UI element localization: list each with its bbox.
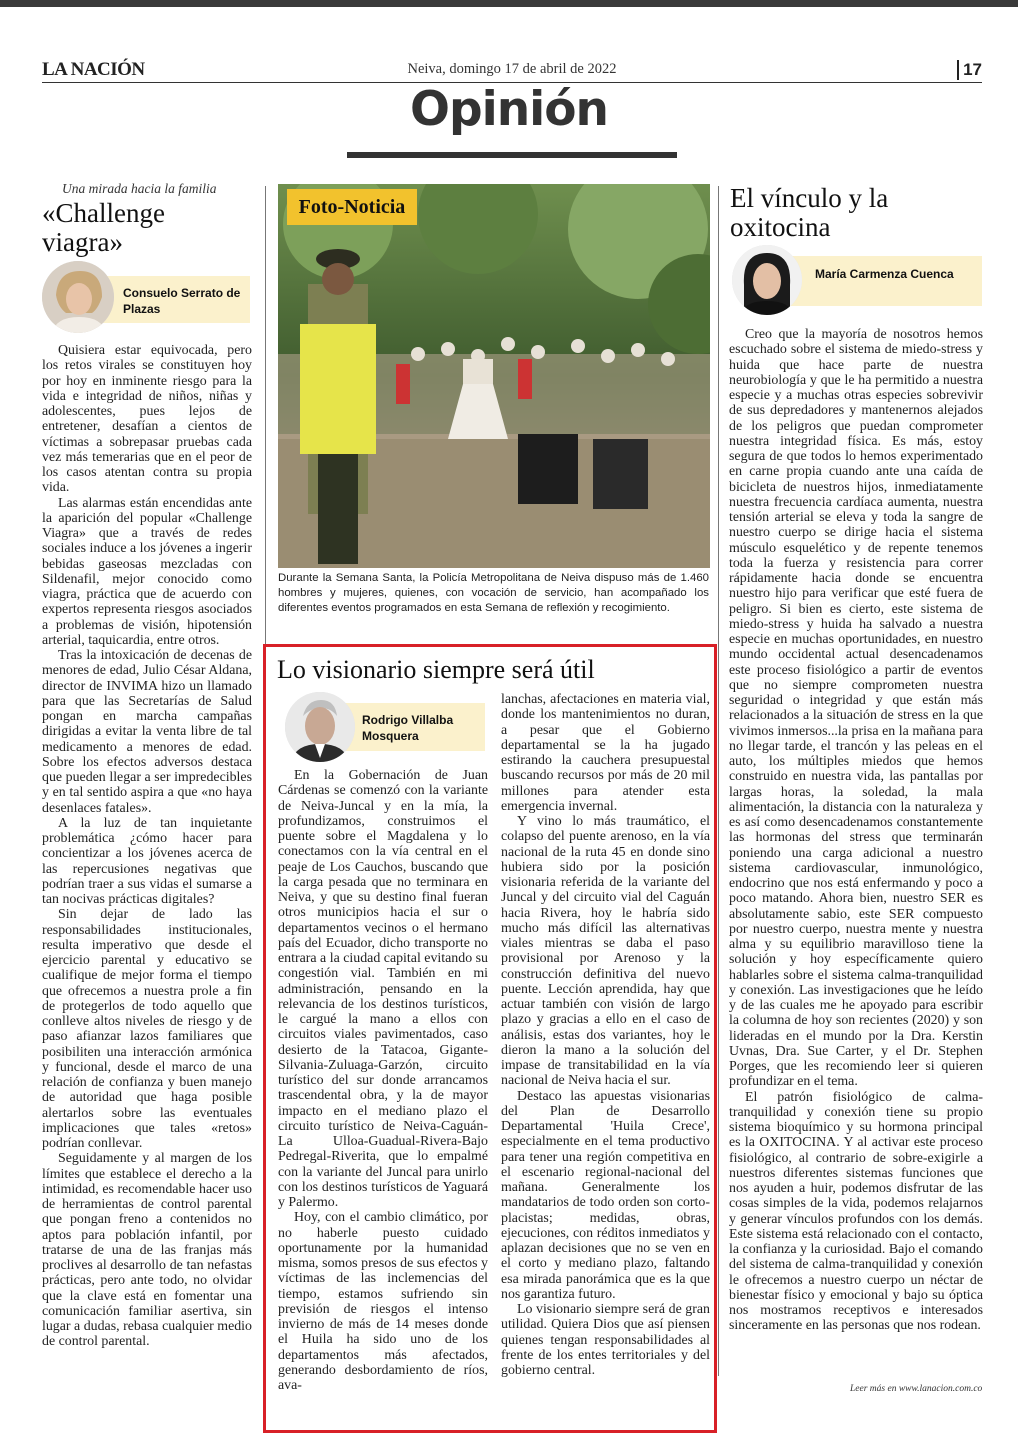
paragraph: Sin dejar de lado las responsabilidades institucionales, resulta imperativo que desde el ejercicio parental y educativo se cualifique de mejor forma el tiempo que ofrecemos a nuestra prole a fin de protegerlos de todo aquello que conlleve altos niveles de riesgo y de paso afianzar lazos familiares que posibiliten una interacción armónica y funcional, desde el marco de una relación de confianza y buen manejo de autoridad que haga posible alertarlos sobre las eventuales implicaciones que tales «retos» podrían conllevar. — [42, 907, 252, 1151]
author-avatar-cuenca — [732, 245, 802, 315]
paragraph: Y vino lo más traumático, el colapso del puente arenoso, en la vía nacional de la ruta 45 en donde sino hubiera sido por la posición visionaria referida de la variante del Juncal y del circuito vial del Caguán hacia Rivera, hoy le habría sido mucho más difícil las alternativas viales mientras se daba el paso provisional por Arenoso y la construcción definitiva del nuevo puente. Lección aprendida, hay que actuar también con visión de largo plazo y gracias a ello en el caso de análisis, estas dos variantes, hoy le dieron la mano a la solución del impase de transitabilidad en la vía nacional de Neiva hacia el sur. — [501, 814, 710, 1089]
paragraph: Seguidamente y al margen de los límites que establece el derecho a la intimidad, es recomendable hacer uso de herramientas de control parental que pongan freno a contenidos no aptos para población infantil, por tratarse de una de las franjas más proclives al desarrollo de tan nefastas prácticas, pero ante todo, no olvidar que la clave está en fomentar una comunicación familiar asertiva, sin lugar a dudas, rebasa cualquier medio de control parental. — [42, 1151, 252, 1350]
paragraph: En la Gobernación de Juan Cárdenas se comenzó con la variante de Neiva-Juncal y en la mía, la profundizamos, construimos el puente sobre el Magdalena y lo conectamos con la vía central en el peaje de Los Cauchos, buscando que la carga pesada que no terminara en Neiva, y que su destino final fueran otros municipios hacia el sur o departamentos vecinos o el hermano país del Ecuador, dicho transporte no entrara a la ciudad capital evitando su congestión vial. También en mi administración, pensando en la relevancia de los destinos turísticos, le cargué la mano a ellos con circuitos viales pavimentados, caso desierto de la Tatacoa, Gigante-Silvania-Zuluaga-Garzón, circuito turístico del sur donde arrancamos trascendental obra, y la de mayor impacto en el mediano plazo el circuito turístico de Neiva-Caguán-La Ulloa-Guadual-Rivera-Bajo Pedregal-Riverita, que lo empalmé con la variante del Juncal para unirlo con los destinos turísticos de Yaguará y Palermo. — [278, 768, 488, 1210]
column-kicker: Una mirada hacia la familia — [62, 181, 217, 196]
paragraph: A la luz de tan inquietante problemática ¿cómo hacer para concientizar a los jóvenes acerca de las repercusiones negativas que podrían traer a sus vidas el sumarse a tan nocivas prácticas digitales? — [42, 815, 252, 907]
author-avatar-serrato — [42, 261, 114, 333]
section-underline — [347, 152, 677, 158]
author-name: Rodrigo Villalba Mosquera — [362, 713, 454, 743]
newspaper-logo[interactable]: LA NACIÓN — [42, 59, 145, 80]
paragraph: Hoy, con el cambio climático, por no haberle puesto cuidado oportunamente por la humanidad misma, somos presos de sus efectos y víctimas de las inclemencias del tiempo, estamos sufriendo sin previsión de riesgos el intenso invierno de más de 14 meses donde el Huila ha sido uno de los departamentos más afectados, generando desbordamiento de ríos, ava- — [278, 1210, 488, 1393]
article-headline-oxitocina: El vínculo y la oxitocina — [730, 183, 889, 242]
paragraph: Tras la intoxicación de decenas de menores de edad, Julio César Aldana, director de INVIMA hizo un llamado para que las Secretarías de Salud pongan en marcha campañas dirigidas a evitar la venta libre de tal medicamento a menores de edad. Sobre los efectos adversos destaca que pueden llegar a ser impredecibles y en tal sentido aspira a que «no haya desenlaces fatales». — [42, 648, 252, 816]
page-number: 17 — [957, 60, 982, 80]
article-body-visionario-left — [278, 768, 488, 1393]
crowd-photo-icon — [278, 184, 710, 568]
author-name: María Carmenza Cuenca — [815, 267, 954, 281]
article-headline-visionario: Lo visionario siempre será útil — [277, 655, 595, 684]
top-bar — [0, 0, 1018, 7]
paragraph: Creo que la mayoría de nosotros hemos escuchado sobre el sistema de miedo-stress y huida que hace parte de nuestra neurobiología y que le ha permitido a nuestra especie y a muchas otras especies sobrevivir de sus depredadores y mantenernos alejados de los peligros que puedan comprometer nuestra integridad física. Es más, estoy segura de que todos lo hemos experimentado en carne propia cuando ante una caída de bicicleta de nuestros hijos, inmediatamente nuestra frecuencia cardíaca aumenta, nuestra tensión arterial se eleva y toda la sangre de nuestro cuerpo se dirige hacia el sistema músculo esquelético y de repente tenemos toda la fuerza y resistencia para correr rápidamente hacia donde se encuentra nuestro hijo para verificar que esté fuera de peligro. Si bien es cierto, este sistema de miedo-stress y huida ha salvado a nuestra especie en muchas oportunidades, en nuestro mundo occidental actual desencadenamos este proceso fisiológico a partir de eventos que no siempre comprometen nuestra seguridad o integridad y que están más relacionados a la situación de stress en la que vivimos inmersos...la prisa en la mañana para no llegar tarde, el trancón y las peleas en el auto, los múltiples miedos que hemos construido en nuestra vida, las pantallas por largas horas, la soledad, la mala alimentación, la distancia con la naturaleza y es así como desencadenamos constantemente las hormonas del stress que terminarán poniendo una carga adicional a nuestro sistema cardiovascular, inmunológico, endocrino que nos está enfermando y poco a poco matando. Ahora bien, nuestro SER es absolutamente sabio, este SER compuesto por nuestro cuerpo, nuestra mente y nuestra alma y su equilibrio maravilloso tiene la solución y hoy específicamente quiero hablarles sobre el sistema calma-tranquilidad y conexión. Las investigaciones que he leído y de las cuales me he apoyado para escribir la columna de hoy son recientes (2020) y son lideradas en el mundo por la Dra. Kerstin Uvnas, Dra. Sue Carter, y el Dr. Stephen Porges, que les recomiendo leer si quieren profundizar en el tema. — [729, 327, 983, 1090]
paragraph: Quisiera estar equivocada, pero los retos virales se constituyen hoy por hoy en inminente riesgo para la vida e integridad de niños, niñas y adolescentes, pues lejos de entretener, desafían a cientos de víctimas a sobrepasar pruebas cada vez más temerarias que en el peor de los casos atentan contra su propia vida. — [42, 343, 252, 496]
paragraph: Destaco las apuestas visionarias del Plan de Desarrollo Departamental 'Huila Crece', especialmente en el tema productivo para tener una región competitiva en el escenario regional-nacional del mañana. Generalmente los mandatarios de todo orden son corto-placistas; medidas, obras, ejecuciones, con réditos inmediatos y aplazan decisiones que no se ven en el corto y mediano plazo, faltando esa mirada panorámica que es la que nos garantiza futuro. — [501, 1088, 710, 1302]
dateline: Neiva, domingo 17 de abril de 2022 — [407, 61, 617, 77]
paragraph: Las alarmas están encendidas ante la aparición del popular «Challenge Viagra» que a través de redes sociales induce a los jóvenes a ingerir bebidas gaseosas mezcladas con Sildenafil, mejor conocido como viagra, práctica que de acuerdo con expertos representa riesgos asociados a problemas de visión, hipotensión arterial, taquicardia, entre otros. — [42, 495, 252, 648]
paragraph: Lo visionario siempre será de gran utilidad. Quiera Dios que así piensen quienes tengan responsabilidades al frente de los entes territoriales y del gobierno central. — [501, 1302, 710, 1378]
article-headline-challenge: «Challenge viagra» — [42, 198, 165, 257]
news-photo — [278, 184, 710, 568]
masthead — [42, 58, 982, 83]
portrait-icon — [732, 245, 802, 315]
photo-caption: Durante la Semana Santa, la Policía Metropolitana de Neiva dispuso más de 1.460 hombres y mujeres, quienes, con vocación de servicio, han acompañado los diferentes eventos programados en esta Semana de reflexión y recogimiento. — [278, 572, 709, 615]
author-box-cuenca — [775, 256, 982, 306]
portrait-icon — [285, 692, 355, 762]
paragraph: El patrón fisiológico de calma-tranquilidad y conexión tiene su propio sistema bioquímico y su hormona principal es la OXITOCINA. Y al activar este proceso fisiológico, al contrario de sobre-exigirle a nuestros diferentes sistemas funciones que nos ayuden a huir, podemos disfrutar de las cosas simples de la vida, podemos relajarnos y generar vínculos profundos con los demás. Este sistema está relacionado con el contacto, la confianza y la curiosidad. Bajo el comando del sistema de calma-tranquilidad y conexión le ofrecemos a nuestro cuerpo un néctar de bienestar físico y emocional y bajo su óptica nos mostramos receptivos e interesados sinceramente en las personas que nos rodean. — [729, 1089, 983, 1334]
article-body-oxitocina — [729, 327, 983, 1334]
column-divider-left — [265, 186, 266, 646]
article-body-challenge — [42, 343, 252, 1350]
section-title: Opinión — [409, 82, 609, 137]
author-name: Consuelo Serrato de Plazas — [123, 286, 241, 316]
read-more-link[interactable]: Leer más en www.lanacion.com.co — [850, 1384, 983, 1394]
portrait-icon — [42, 261, 114, 333]
photo-news-badge: Foto-Noticia — [287, 189, 417, 225]
author-avatar-villalba — [285, 692, 355, 762]
article-body-visionario-right — [501, 692, 710, 1378]
column-divider-right — [718, 186, 719, 1376]
paragraph: lanchas, afectaciones en materia vial, donde los mantenimientos no duran, a pesar que el Gobierno departamental se la ha jugado estirando la cauchera presupuestal buscando recursos por más de 20 mil millones para atender esta emergencia invernal. — [501, 692, 710, 814]
